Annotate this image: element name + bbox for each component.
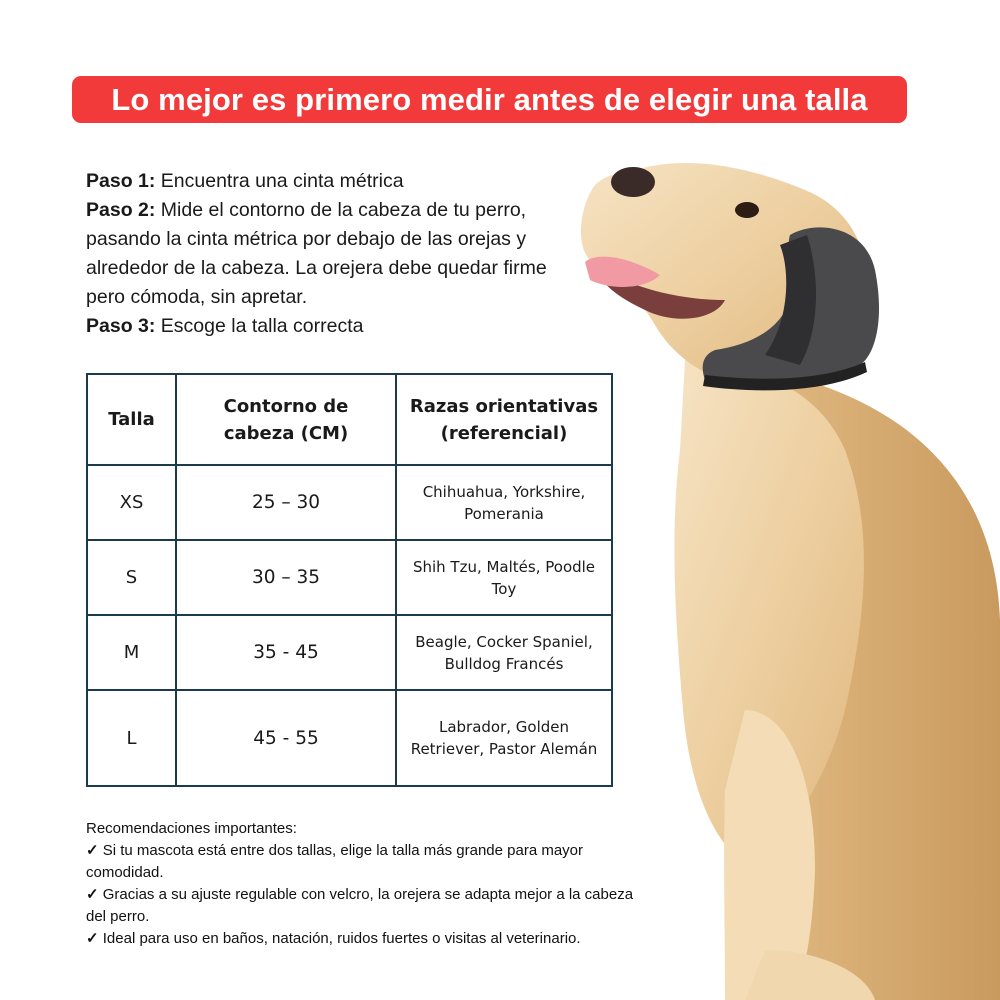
breeds-cell: Shih Tzu, Maltés, Poodle Toy <box>396 540 612 615</box>
range-cell: 35 - 45 <box>176 615 396 690</box>
step-1 <box>86 167 586 196</box>
table-row <box>87 540 612 615</box>
size-cell: S <box>87 540 176 615</box>
breeds-cell: Beagle, Cocker Spaniel, Bulldog Francés <box>396 615 612 690</box>
step-label: Paso 3: <box>86 315 156 337</box>
size-table <box>86 373 613 787</box>
size-cell: M <box>87 615 176 690</box>
range-cell: 30 – 35 <box>176 540 396 615</box>
recommendations-heading: Recomendaciones importantes: <box>86 820 297 837</box>
step-label: Paso 2: <box>86 199 156 221</box>
dog-photo <box>575 150 1000 1000</box>
breeds-cell: Chihuahua, Yorkshire, Pomerania <box>396 465 612 540</box>
header-head-circumference: Contorno de cabeza (CM) <box>176 374 396 465</box>
recommendation-text: Ideal para uso en baños, natación, ruidos fuertes o visitas al veterinario. <box>102 930 581 947</box>
table-row <box>87 465 612 540</box>
header-breeds: Razas orientativas (referencial) <box>396 374 612 465</box>
measurement-steps <box>86 167 586 341</box>
title-banner <box>72 76 907 123</box>
step-3 <box>86 312 586 341</box>
check-icon: ✓ <box>86 842 99 859</box>
step-text: Escoge la talla correcta <box>155 315 364 337</box>
size-cell: L <box>87 690 176 786</box>
header-size: Talla <box>87 374 176 465</box>
step-label: Paso 1: <box>86 170 156 192</box>
size-cell: XS <box>87 465 176 540</box>
recommendation-item <box>86 928 646 950</box>
range-cell: 45 - 55 <box>176 690 396 786</box>
recommendation-item <box>86 884 646 928</box>
table-row <box>87 615 612 690</box>
table-row <box>87 690 612 786</box>
step-text: Encuentra una cinta métrica <box>155 170 404 192</box>
check-icon: ✓ <box>86 930 99 947</box>
recommendations <box>86 818 646 950</box>
step-2 <box>86 196 586 312</box>
recommendation-text: Gracias a su ajuste regulable con velcro, la orejera se adapta mejor a la cabeza del perro. <box>86 886 634 925</box>
step-text: Mide el contorno de la cabeza de tu perro, pasando la cinta métrica por debajo de las orejas y alrededor de la cabeza. La orejera debe quedar firme pero cómoda, sin apretar. <box>86 199 547 308</box>
recommendation-text: Si tu mascota está entre dos tallas, elige la talla más grande para mayor comodidad. <box>86 842 583 881</box>
check-icon: ✓ <box>86 886 99 903</box>
banner-title: Lo mejor es primero medir antes de elegir una talla <box>111 81 868 117</box>
breeds-cell: Labrador, Golden Retriever, Pastor Alemán <box>396 690 612 786</box>
recommendation-item <box>86 840 646 884</box>
table-header-row <box>87 374 612 465</box>
range-cell: 25 – 30 <box>176 465 396 540</box>
